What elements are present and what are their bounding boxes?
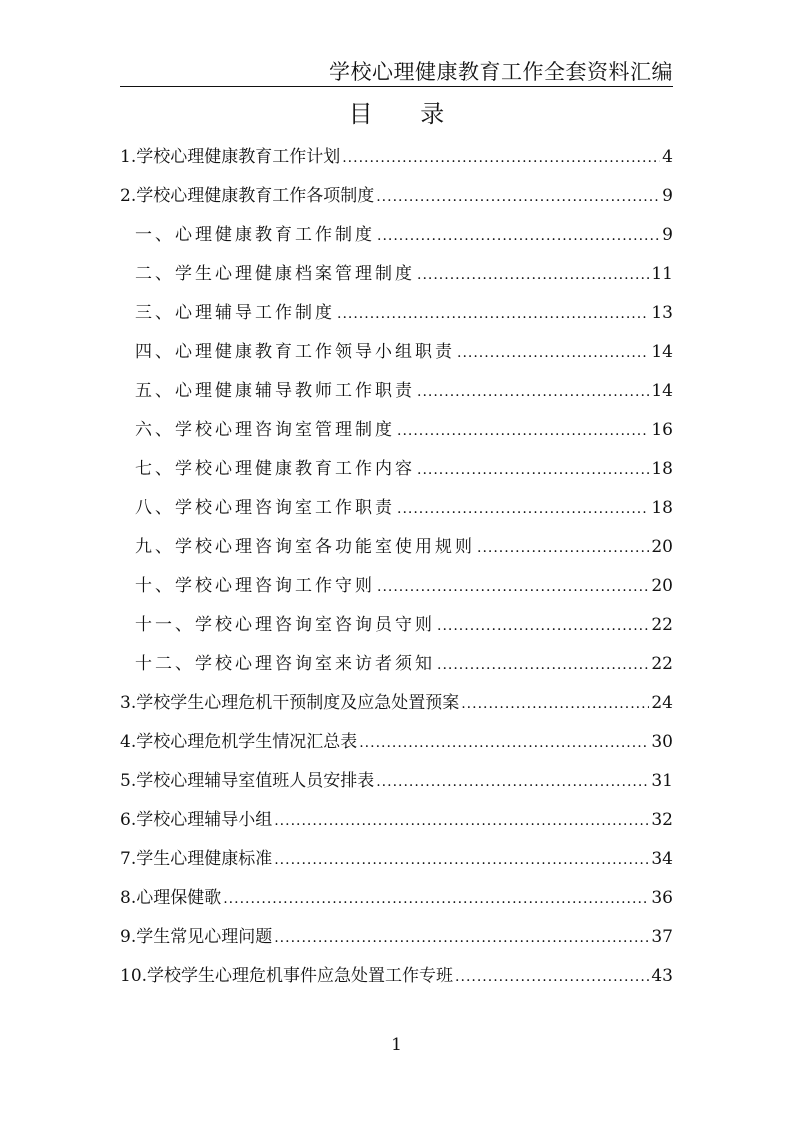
toc-entry-page: 20 <box>651 537 673 557</box>
toc-entry-page: 9 <box>662 186 673 206</box>
toc-entry[interactable] <box>120 528 673 567</box>
toc-entry-page: 22 <box>651 654 673 674</box>
toc-entry-label: 3.学校学生心理危机干预制度及应急处置预案 <box>120 693 460 713</box>
toc-entry-page: 13 <box>651 303 673 323</box>
toc-dot-leader <box>417 450 649 490</box>
toc-dot-leader <box>461 684 649 724</box>
toc-entry-page: 20 <box>651 576 673 596</box>
toc-entry-label: 7.学生心理健康标准 <box>120 849 273 869</box>
toc-entry-page: 14 <box>651 381 673 401</box>
toc-entry[interactable] <box>120 450 673 489</box>
toc-dot-leader <box>337 294 649 334</box>
toc-dot-leader <box>417 255 649 295</box>
toc-entry-label: 七、学校心理健康教育工作内容 <box>135 459 415 479</box>
toc-entry-page: 16 <box>651 420 673 440</box>
toc-entry-label: 1.学校心理健康教育工作计划 <box>120 147 341 167</box>
toc-entry[interactable] <box>120 957 673 996</box>
page-title: 目 录 <box>348 100 465 128</box>
toc-entry[interactable] <box>120 645 673 684</box>
toc-entry-label: 九、学校心理咨询室各功能室使用规则 <box>135 537 475 557</box>
toc-entry-page: 14 <box>651 342 673 362</box>
toc-entry[interactable] <box>120 138 673 177</box>
toc-entry-page: 31 <box>651 771 673 791</box>
toc-entry[interactable] <box>120 411 673 450</box>
toc-entry-label: 十一、学校心理咨询室咨询员守则 <box>135 615 435 635</box>
toc-dot-leader <box>397 489 649 529</box>
toc-entry-page: 37 <box>651 927 673 947</box>
toc-entry[interactable] <box>120 684 673 723</box>
toc-entry[interactable] <box>120 879 673 918</box>
toc-entry-label: 五、心理健康辅导教师工作职责 <box>135 381 415 401</box>
toc-dot-leader <box>274 801 649 841</box>
toc-entry-page: 9 <box>662 225 673 245</box>
toc-dot-leader <box>274 840 649 880</box>
toc-entry-page: 24 <box>651 693 673 713</box>
toc-entry-label: 六、学校心理咨询室管理制度 <box>135 420 395 440</box>
toc-entry-page: 18 <box>651 459 673 479</box>
toc-entry-page: 32 <box>651 810 673 830</box>
toc-dot-leader <box>274 918 649 958</box>
toc-entry[interactable] <box>120 801 673 840</box>
toc-entry[interactable] <box>120 918 673 957</box>
toc-entry-label: 十二、学校心理咨询室来访者须知 <box>135 654 435 674</box>
toc-entry-label: 9.学生常见心理问题 <box>120 927 273 947</box>
toc-entry-page: 34 <box>651 849 673 869</box>
toc-entry-label: 5.学校心理辅导室值班人员安排表 <box>120 771 375 791</box>
toc-dot-leader <box>477 528 649 568</box>
toc-dot-leader <box>342 138 660 178</box>
toc-entry-label: 10.学校学生心理危机事件应急处置工作专班 <box>120 966 454 986</box>
toc-dot-leader <box>397 411 649 451</box>
toc-entry[interactable] <box>120 762 673 801</box>
toc-entry-label: 四、心理健康教育工作领导小组职责 <box>135 342 455 362</box>
toc-dot-leader <box>437 645 649 685</box>
toc-entry[interactable] <box>120 333 673 372</box>
toc-entry-page: 11 <box>651 264 673 284</box>
toc-entry-label: 二、学生心理健康档案管理制度 <box>135 264 415 284</box>
toc-entry-label: 6.学校心理辅导小组 <box>120 810 273 830</box>
toc-entry[interactable] <box>120 723 673 762</box>
toc-entry[interactable] <box>120 177 673 216</box>
toc-entry-label: 十、学校心理咨询工作守则 <box>135 576 375 596</box>
toc-dot-leader <box>377 567 649 607</box>
toc-entry[interactable] <box>120 606 673 645</box>
toc-entry[interactable] <box>120 255 673 294</box>
toc-entry[interactable] <box>120 840 673 879</box>
toc-entry-label: 一、心理健康教育工作制度 <box>135 225 375 245</box>
toc-entry-label: 三、心理辅导工作制度 <box>135 303 335 323</box>
header-title: 学校心理健康教育工作全套资料汇编 <box>329 60 673 84</box>
toc-dot-leader <box>223 879 649 919</box>
toc-entry-page: 36 <box>651 888 673 908</box>
toc-entry[interactable] <box>120 294 673 333</box>
toc-dot-leader <box>359 723 649 763</box>
toc-dot-leader <box>455 957 649 997</box>
running-header <box>120 50 673 87</box>
toc-dot-leader <box>417 372 649 412</box>
toc-dot-leader <box>376 762 649 802</box>
toc-dot-leader <box>437 606 649 646</box>
toc-entry-label: 八、学校心理咨询室工作职责 <box>135 498 395 518</box>
toc-entry-page: 43 <box>651 966 673 986</box>
toc-dot-leader <box>376 177 660 217</box>
toc-entry[interactable] <box>120 372 673 411</box>
toc-entry-page: 18 <box>651 498 673 518</box>
toc-entry[interactable] <box>120 216 673 255</box>
toc-entry-page: 4 <box>662 147 673 167</box>
toc-entry[interactable] <box>120 489 673 528</box>
toc-entry-label: 2.学校心理健康教育工作各项制度 <box>120 186 375 206</box>
toc-entry[interactable] <box>120 567 673 606</box>
toc-dot-leader <box>377 216 660 256</box>
page-number: 1 <box>391 1035 402 1055</box>
table-of-contents <box>120 138 673 996</box>
toc-entry-label: 4.学校心理危机学生情况汇总表 <box>120 732 358 752</box>
toc-entry-page: 22 <box>651 615 673 635</box>
toc-entry-page: 30 <box>651 732 673 752</box>
toc-entry-label: 8.心理保健歌 <box>120 888 222 908</box>
toc-dot-leader <box>457 333 649 373</box>
